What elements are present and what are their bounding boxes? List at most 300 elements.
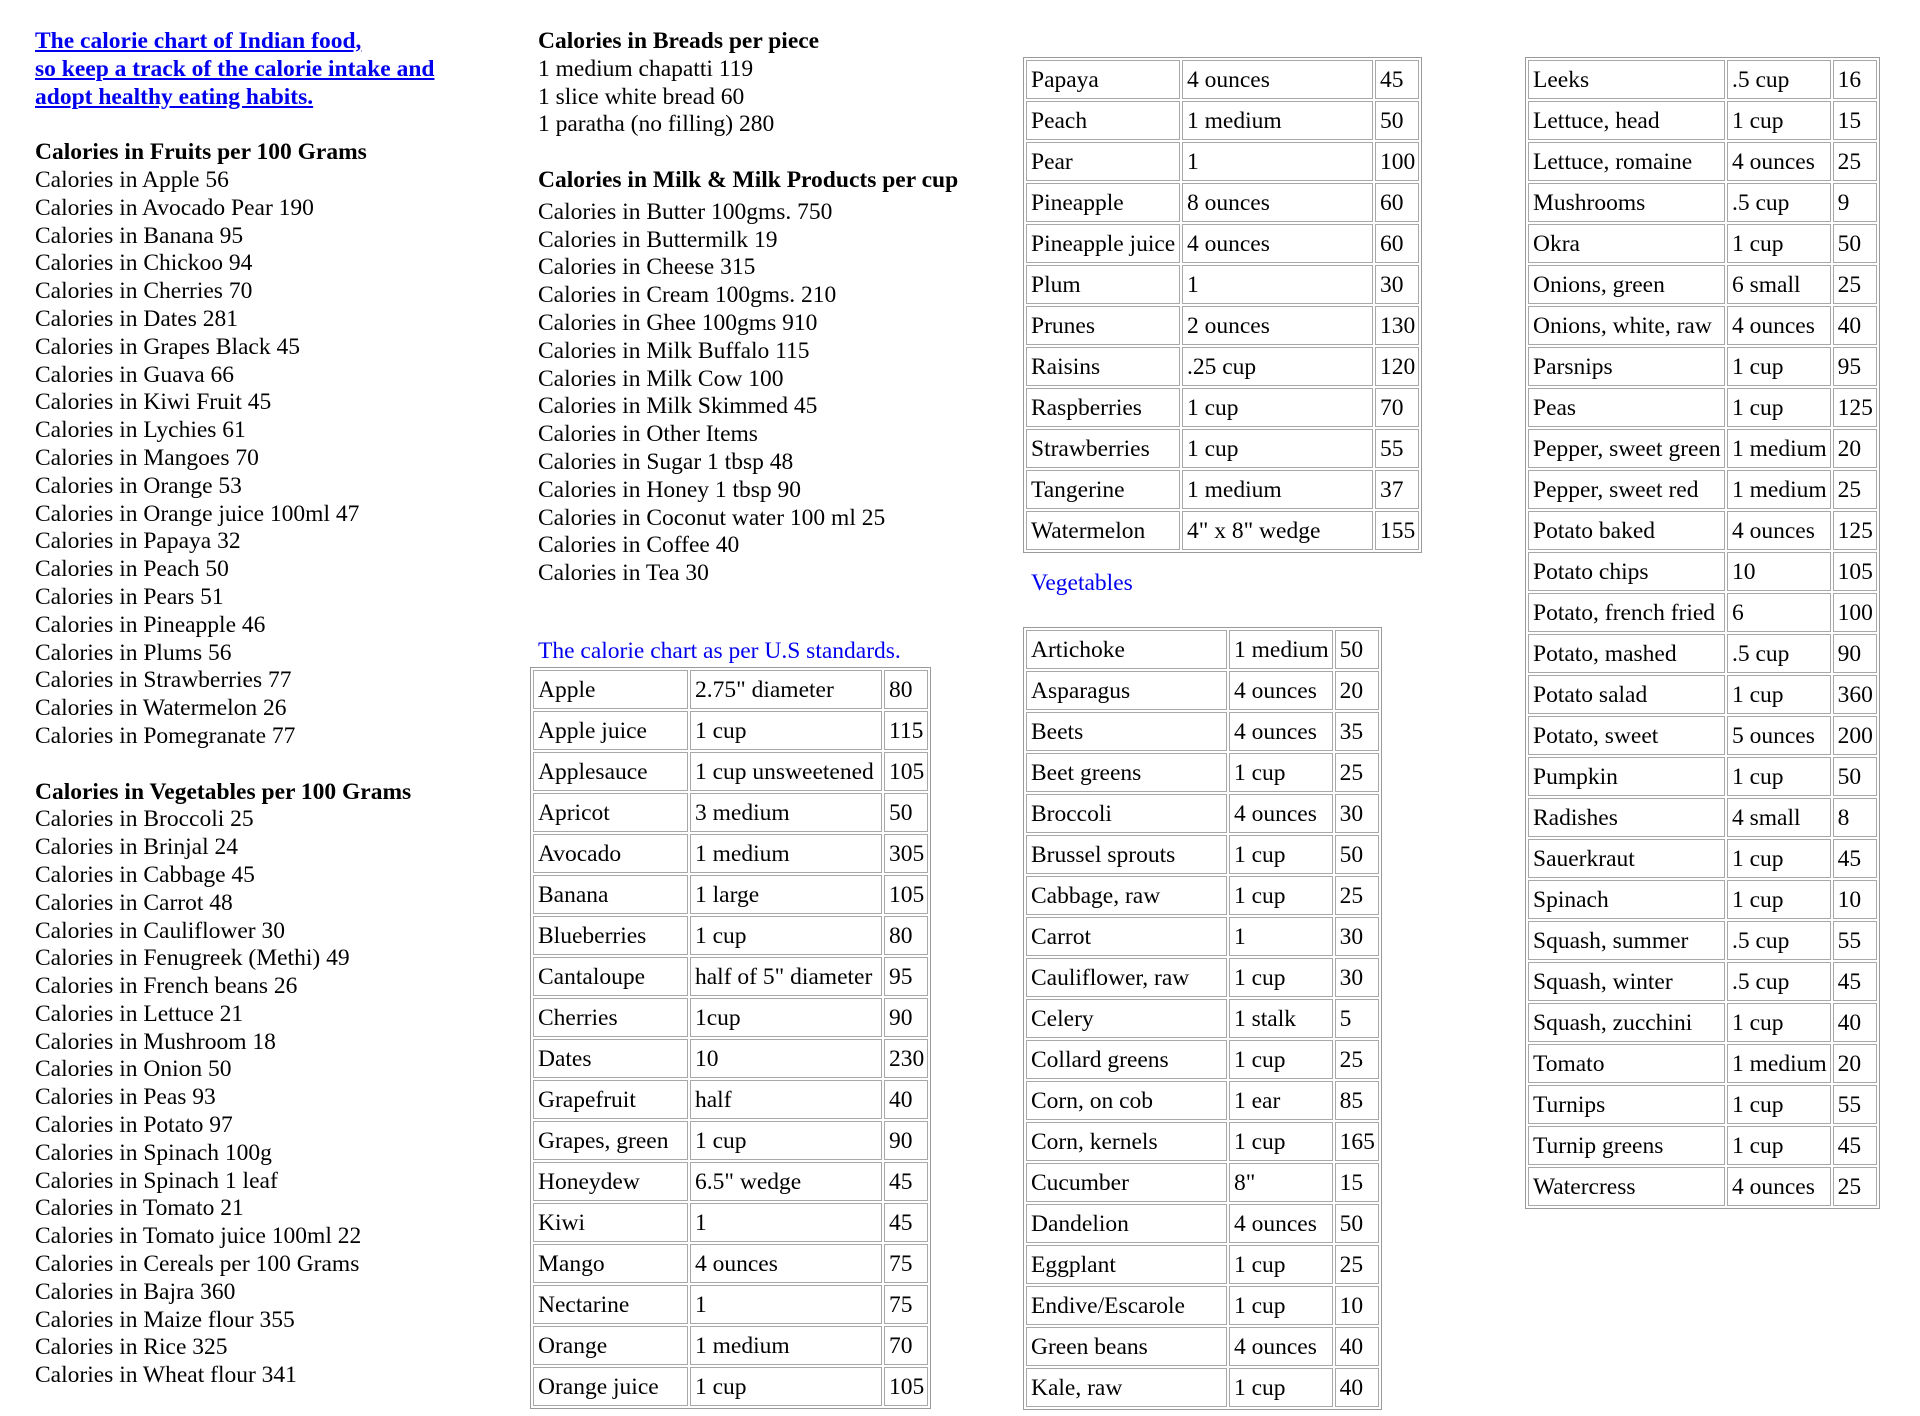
serving-cell: 4 ounces — [1727, 306, 1831, 345]
spacer — [35, 111, 434, 139]
food-cell: Apricot — [533, 793, 688, 832]
list-item: Calories in Cream 100gms. 210 — [538, 282, 837, 309]
calories-cell: 55 — [1833, 921, 1877, 960]
table-row — [533, 957, 928, 996]
serving-cell: .5 cup — [1727, 183, 1831, 222]
list-item: Calories in Cauliflower 30 — [35, 917, 285, 944]
food-cell: Broccoli — [1026, 794, 1227, 833]
table-row — [1528, 634, 1877, 673]
food-cell: Mushrooms — [1528, 183, 1725, 222]
list-item: Calories in Apple 56 — [35, 166, 229, 193]
food-cell: Pepper, sweet red — [1528, 470, 1725, 509]
calories-cell: 125 — [1833, 388, 1877, 427]
food-cell: Pumpkin — [1528, 757, 1725, 796]
calories-cell: 155 — [1375, 511, 1419, 550]
calories-cell: 90 — [884, 1121, 928, 1160]
calories-cell: 80 — [884, 916, 928, 955]
serving-cell: .5 cup — [1727, 60, 1831, 99]
calories-cell: 40 — [1335, 1368, 1379, 1407]
food-cell: Orange — [533, 1326, 688, 1365]
list-item: Calories in Mushroom 18 — [35, 1028, 276, 1055]
serving-cell: 4 ounces — [1182, 60, 1373, 99]
list-item: Calories in Other Items — [538, 421, 758, 448]
table-row — [1026, 1368, 1379, 1407]
food-cell: Parsnips — [1528, 347, 1725, 386]
serving-cell: 4 ounces — [1229, 712, 1333, 751]
breads-list — [538, 56, 958, 139]
us-fruit-table-1 — [530, 667, 931, 1409]
food-cell: Watercress — [1528, 1167, 1725, 1206]
serving-cell: 8" — [1229, 1163, 1333, 1202]
calories-cell: 305 — [884, 834, 928, 873]
table-row — [1528, 962, 1877, 1001]
table-row — [1026, 835, 1379, 874]
serving-cell: 6.5" wedge — [690, 1162, 882, 1201]
calories-cell: 20 — [1833, 1044, 1877, 1083]
list-item: Calories in Tomato 21 — [35, 1195, 244, 1222]
calories-cell: 30 — [1335, 958, 1379, 997]
serving-cell: 1 cup — [1229, 1122, 1333, 1161]
serving-cell: 1 — [690, 1203, 882, 1242]
calories-cell: 80 — [884, 670, 928, 709]
table-row — [1026, 265, 1419, 304]
calories-cell: 70 — [1375, 388, 1419, 427]
food-cell: Squash, summer — [1528, 921, 1725, 960]
intro-link-block[interactable] — [35, 28, 434, 111]
calories-cell: 100 — [1833, 593, 1877, 632]
calories-cell: 30 — [1375, 265, 1419, 304]
table-row — [1528, 757, 1877, 796]
food-cell: Apple — [533, 670, 688, 709]
food-cell: Squash, zucchini — [1528, 1003, 1725, 1042]
calories-cell: 50 — [1335, 630, 1379, 669]
food-cell: Cherries — [533, 998, 688, 1037]
vegetables-heading: Calories in Vegetables per 100 Grams — [35, 778, 412, 805]
serving-cell: 1 cup — [1727, 1126, 1831, 1165]
table-row — [1528, 798, 1877, 837]
fruits-list — [35, 167, 434, 751]
table-row — [1026, 470, 1419, 509]
calories-cell: 90 — [884, 998, 928, 1037]
serving-cell: 1 cup — [690, 1367, 882, 1406]
calories-cell: 35 — [1335, 712, 1379, 751]
food-cell: Dandelion — [1026, 1204, 1227, 1243]
food-cell: Peach — [1026, 101, 1180, 140]
milk-heading: Calories in Milk & Milk Products per cup — [538, 166, 959, 193]
food-cell: Beets — [1026, 712, 1227, 751]
list-item: Calories in Butter 100gms. 750 — [538, 198, 833, 225]
list-item: Calories in Peas 93 — [35, 1084, 216, 1111]
table-row — [1528, 880, 1877, 919]
serving-cell: 1 cup — [1229, 876, 1333, 915]
food-cell: Peas — [1528, 388, 1725, 427]
serving-cell: 1 cup — [1229, 1245, 1333, 1284]
list-item: Calories in Kiwi Fruit 45 — [35, 389, 272, 416]
food-cell: Kale, raw — [1026, 1368, 1227, 1407]
food-cell: Grapes, green — [533, 1121, 688, 1160]
serving-cell: 1 cup — [1229, 753, 1333, 792]
serving-cell: 1 cup — [1727, 347, 1831, 386]
serving-cell: 6 small — [1727, 265, 1831, 304]
table-row — [1026, 1245, 1379, 1284]
serving-cell: 1 medium — [1727, 429, 1831, 468]
serving-cell: .5 cup — [1727, 962, 1831, 1001]
list-item: 1 medium chapatti 119 — [538, 55, 754, 82]
food-cell: Celery — [1026, 999, 1227, 1038]
spacer — [35, 751, 434, 779]
list-item: Calories in Tea 30 — [538, 560, 709, 587]
calories-cell: 130 — [1375, 306, 1419, 345]
serving-cell: 2.75" diameter — [690, 670, 882, 709]
table-row — [533, 670, 928, 709]
table-row — [1026, 511, 1419, 550]
list-item: Calories in Guava 66 — [35, 361, 235, 388]
list-item: Calories in Strawberries 77 — [35, 667, 292, 694]
food-cell: Turnip greens — [1528, 1126, 1725, 1165]
table-row — [1528, 1044, 1877, 1083]
table-row — [1026, 1081, 1379, 1120]
serving-cell: half — [690, 1080, 882, 1119]
table-row — [533, 1080, 928, 1119]
calories-cell: 120 — [1375, 347, 1419, 386]
food-cell: Radishes — [1528, 798, 1725, 837]
calories-cell: 50 — [1375, 101, 1419, 140]
table-row — [1528, 839, 1877, 878]
spacer — [538, 139, 958, 167]
intro-link-line-3[interactable]: adopt healthy eating habits. — [35, 83, 314, 110]
food-cell: Plum — [1026, 265, 1180, 304]
table-row — [1528, 511, 1877, 550]
serving-cell: 1 medium — [690, 834, 882, 873]
food-cell: Tomato — [1528, 1044, 1725, 1083]
table-row — [1528, 675, 1877, 714]
list-item: Calories in Cheese 315 — [538, 254, 756, 281]
list-item: Calories in Cherries 70 — [35, 278, 253, 305]
calories-cell: 125 — [1833, 511, 1877, 550]
serving-cell: 1 cup — [690, 711, 882, 750]
food-cell: Onions, green — [1528, 265, 1725, 304]
calories-cell: 105 — [884, 875, 928, 914]
table-row — [1026, 1204, 1379, 1243]
calories-cell: 115 — [884, 711, 928, 750]
food-cell: Raisins — [1026, 347, 1180, 386]
food-cell: Turnips — [1528, 1085, 1725, 1124]
calories-cell: 60 — [1375, 183, 1419, 222]
calories-cell: 25 — [1833, 1167, 1877, 1206]
serving-cell: 1 cup — [1727, 388, 1831, 427]
food-cell: Honeydew — [533, 1162, 688, 1201]
calories-cell: 25 — [1833, 470, 1877, 509]
serving-cell: 1 cup — [1727, 839, 1831, 878]
table-row — [533, 711, 928, 750]
serving-cell: 5 ounces — [1727, 716, 1831, 755]
calories-cell: 85 — [1335, 1081, 1379, 1120]
table-row — [1528, 224, 1877, 263]
breads-heading: Calories in Breads per piece — [538, 28, 820, 54]
food-cell: Pineapple juice — [1026, 224, 1180, 263]
table-row — [533, 834, 928, 873]
table-row — [1528, 470, 1877, 509]
food-cell: Nectarine — [533, 1285, 688, 1324]
table-row — [1026, 753, 1379, 792]
food-cell: Potato baked — [1528, 511, 1725, 550]
calories-cell: 25 — [1335, 1040, 1379, 1079]
list-item: Calories in Rice 325 — [35, 1334, 228, 1361]
serving-cell: 1 medium — [1229, 630, 1333, 669]
calories-cell: 75 — [884, 1244, 928, 1283]
serving-cell: 1 cup — [690, 916, 882, 955]
calories-cell: 360 — [1833, 675, 1877, 714]
list-item: Calories in Orange juice 100ml 47 — [35, 500, 360, 527]
serving-cell: 10 — [690, 1039, 882, 1078]
serving-cell: 1 cup — [1727, 101, 1831, 140]
indian-food-column — [35, 28, 434, 1390]
list-item: Calories in Cereals per 100 Grams — [35, 1251, 360, 1278]
table-row — [1026, 1163, 1379, 1202]
food-cell: Corn, kernels — [1026, 1122, 1227, 1161]
serving-cell: 3 medium — [690, 793, 882, 832]
list-item: Calories in Honey 1 tbsp 90 — [538, 476, 802, 503]
calories-cell: 50 — [1833, 224, 1877, 263]
calories-cell: 50 — [884, 793, 928, 832]
list-item: Calories in Wheat flour 341 — [35, 1362, 297, 1389]
serving-cell: 1 cup — [690, 1121, 882, 1160]
table-row — [533, 793, 928, 832]
calories-cell: 20 — [1335, 671, 1379, 710]
calories-cell: 15 — [1833, 101, 1877, 140]
serving-cell: 4 ounces — [1229, 671, 1333, 710]
vegetables-list — [35, 806, 434, 1390]
food-cell: Pineapple — [1026, 183, 1180, 222]
food-cell: Cauliflower, raw — [1026, 958, 1227, 997]
table-row — [1026, 917, 1379, 956]
list-item: Calories in Milk Cow 100 — [538, 365, 784, 392]
table-row — [533, 1367, 928, 1406]
food-cell: Apple juice — [533, 711, 688, 750]
list-item: Calories in Cabbage 45 — [35, 861, 255, 888]
food-cell: Artichoke — [1026, 630, 1227, 669]
serving-cell: 4 ounces — [1182, 224, 1373, 263]
table-row — [1528, 142, 1877, 181]
list-item: Calories in Milk Skimmed 45 — [538, 393, 818, 420]
serving-cell: 1 cup — [1229, 1286, 1333, 1325]
calories-cell: 25 — [1335, 753, 1379, 792]
serving-cell: 10 — [1727, 552, 1831, 591]
calories-cell: 90 — [1833, 634, 1877, 673]
table-row — [1026, 671, 1379, 710]
list-item: Calories in Avocado Pear 190 — [35, 194, 314, 221]
serving-cell: 1 — [1182, 265, 1373, 304]
calories-cell: 200 — [1833, 716, 1877, 755]
list-item: 1 slice white bread 60 — [538, 83, 745, 110]
table-row — [1528, 1126, 1877, 1165]
food-cell: Pear — [1026, 142, 1180, 181]
calories-cell: 165 — [1335, 1122, 1379, 1161]
table-row — [1026, 224, 1419, 263]
table-row — [1026, 60, 1419, 99]
calories-cell: 15 — [1335, 1163, 1379, 1202]
table-row — [533, 875, 928, 914]
list-item: Calories in Tomato juice 100ml 22 — [35, 1223, 362, 1250]
calories-cell: 55 — [1375, 429, 1419, 468]
serving-cell: 4" x 8" wedge — [1182, 511, 1373, 550]
serving-cell: 1 cup unsweetened — [690, 752, 882, 791]
serving-cell: 4 ounces — [1727, 142, 1831, 181]
serving-cell: 1 cup — [1229, 1368, 1333, 1407]
list-item: Calories in Coffee 40 — [538, 532, 740, 559]
table-row — [533, 998, 928, 1037]
serving-cell: half of 5" diameter — [690, 957, 882, 996]
serving-cell: 1cup — [690, 998, 882, 1037]
food-cell: Carrot — [1026, 917, 1227, 956]
serving-cell: 6 — [1727, 593, 1831, 632]
table-row — [1528, 1003, 1877, 1042]
table-row — [533, 1326, 928, 1365]
food-cell: Cabbage, raw — [1026, 876, 1227, 915]
calories-cell: 105 — [884, 1367, 928, 1406]
table-row — [1528, 1085, 1877, 1124]
table-row — [533, 752, 928, 791]
serving-cell: 1 cup — [1229, 1040, 1333, 1079]
food-cell: Beet greens — [1026, 753, 1227, 792]
table-row — [533, 1285, 928, 1324]
calories-cell: 25 — [1833, 142, 1877, 181]
calories-cell: 30 — [1335, 917, 1379, 956]
table-row — [1026, 306, 1419, 345]
serving-cell: 1 medium — [690, 1326, 882, 1365]
table-row — [1026, 1286, 1379, 1325]
food-cell: Mango — [533, 1244, 688, 1283]
serving-cell: 1 medium — [1182, 470, 1373, 509]
list-item: Calories in Maize flour 355 — [35, 1306, 295, 1333]
table-row — [1528, 921, 1877, 960]
food-cell: Strawberries — [1026, 429, 1180, 468]
food-cell: Applesauce — [533, 752, 688, 791]
food-cell: Spinach — [1528, 880, 1725, 919]
serving-cell: 4 ounces — [1727, 511, 1831, 550]
us-fruit-table-2 — [1023, 57, 1422, 553]
serving-cell: 1 ear — [1229, 1081, 1333, 1120]
milk-list — [538, 199, 958, 588]
food-cell: Leeks — [1528, 60, 1725, 99]
food-cell: Squash, winter — [1528, 962, 1725, 1001]
calories-cell: 8 — [1833, 798, 1877, 837]
list-item: Calories in Spinach 1 leaf — [35, 1167, 278, 1194]
calories-cell: 100 — [1375, 142, 1419, 181]
serving-cell: 1 — [690, 1285, 882, 1324]
list-item: Calories in Lychies 61 — [35, 417, 246, 444]
calories-cell: 95 — [1833, 347, 1877, 386]
serving-cell: .5 cup — [1727, 921, 1831, 960]
table-row — [1026, 999, 1379, 1038]
table-row — [1026, 876, 1379, 915]
serving-cell: 1 — [1229, 917, 1333, 956]
list-item: Calories in Carrot 48 — [35, 889, 233, 916]
intro-link-line-2[interactable]: so keep a track of the calorie intake and — [35, 55, 435, 82]
calories-cell: 9 — [1833, 183, 1877, 222]
table-row — [1528, 347, 1877, 386]
calories-cell: 45 — [1833, 962, 1877, 1001]
serving-cell: 4 ounces — [1727, 1167, 1831, 1206]
serving-cell: 1 cup — [1727, 880, 1831, 919]
food-cell: Banana — [533, 875, 688, 914]
calories-cell: 16 — [1833, 60, 1877, 99]
food-cell: Prunes — [1026, 306, 1180, 345]
food-cell: Onions, white, raw — [1528, 306, 1725, 345]
food-cell: Lettuce, head — [1528, 101, 1725, 140]
food-cell: Potato salad — [1528, 675, 1725, 714]
calories-cell: 230 — [884, 1039, 928, 1078]
calories-cell: 45 — [1375, 60, 1419, 99]
us-standards-heading: The calorie chart as per U.S standards. — [538, 638, 901, 664]
food-cell: Watermelon — [1026, 511, 1180, 550]
table-row — [1026, 347, 1419, 386]
food-cell: Potato, sweet — [1528, 716, 1725, 755]
food-cell: Okra — [1528, 224, 1725, 263]
calories-cell: 105 — [884, 752, 928, 791]
calories-cell: 45 — [884, 1162, 928, 1201]
table-row — [533, 1244, 928, 1283]
list-item: Calories in Spinach 100g — [35, 1139, 272, 1166]
table-row — [1026, 101, 1419, 140]
calories-cell: 40 — [1833, 306, 1877, 345]
list-item: Calories in Fenugreek (Methi) 49 — [35, 945, 350, 972]
serving-cell: 1 cup — [1229, 958, 1333, 997]
calories-cell: 50 — [1833, 757, 1877, 796]
table-row — [1026, 429, 1419, 468]
list-item: Calories in Lettuce 21 — [35, 1000, 244, 1027]
serving-cell: 1 cup — [1182, 429, 1373, 468]
table-row — [1026, 1327, 1379, 1366]
food-cell: Avocado — [533, 834, 688, 873]
serving-cell: 1 cup — [1229, 835, 1333, 874]
food-cell: Orange juice — [533, 1367, 688, 1406]
food-cell: Collard greens — [1026, 1040, 1227, 1079]
list-item: Calories in Banana 95 — [35, 222, 244, 249]
table-row — [1528, 388, 1877, 427]
food-cell: Brussel sprouts — [1026, 835, 1227, 874]
list-item: Calories in French beans 26 — [35, 973, 298, 1000]
calories-cell: 95 — [884, 957, 928, 996]
table-row — [533, 1203, 928, 1242]
list-item: Calories in Potato 97 — [35, 1112, 233, 1139]
food-cell: Papaya — [1026, 60, 1180, 99]
serving-cell: 1 cup — [1727, 757, 1831, 796]
intro-link-line-1[interactable]: The calorie chart of Indian food, — [35, 28, 362, 54]
food-cell: Potato, mashed — [1528, 634, 1725, 673]
calories-cell: 10 — [1833, 880, 1877, 919]
list-item: Calories in Pomegranate 77 — [35, 722, 296, 749]
calories-cell: 25 — [1833, 265, 1877, 304]
table-row — [533, 1162, 928, 1201]
list-item: Calories in Dates 281 — [35, 305, 238, 332]
serving-cell: 1 cup — [1727, 675, 1831, 714]
breads-milk-column — [538, 28, 958, 588]
table-row — [533, 1039, 928, 1078]
food-cell: Lettuce, romaine — [1528, 142, 1725, 181]
table-row — [1026, 958, 1379, 997]
food-cell: Endive/Escarole — [1026, 1286, 1227, 1325]
list-item: Calories in Grapes Black 45 — [35, 333, 300, 360]
food-cell: Dates — [533, 1039, 688, 1078]
table-row — [1026, 1122, 1379, 1161]
serving-cell: .5 cup — [1727, 634, 1831, 673]
table-row — [533, 916, 928, 955]
list-item: Calories in Pineapple 46 — [35, 611, 266, 638]
list-item: Calories in Watermelon 26 — [35, 695, 287, 722]
list-item: Calories in Peach 50 — [35, 556, 229, 583]
serving-cell: 1 — [1182, 142, 1373, 181]
